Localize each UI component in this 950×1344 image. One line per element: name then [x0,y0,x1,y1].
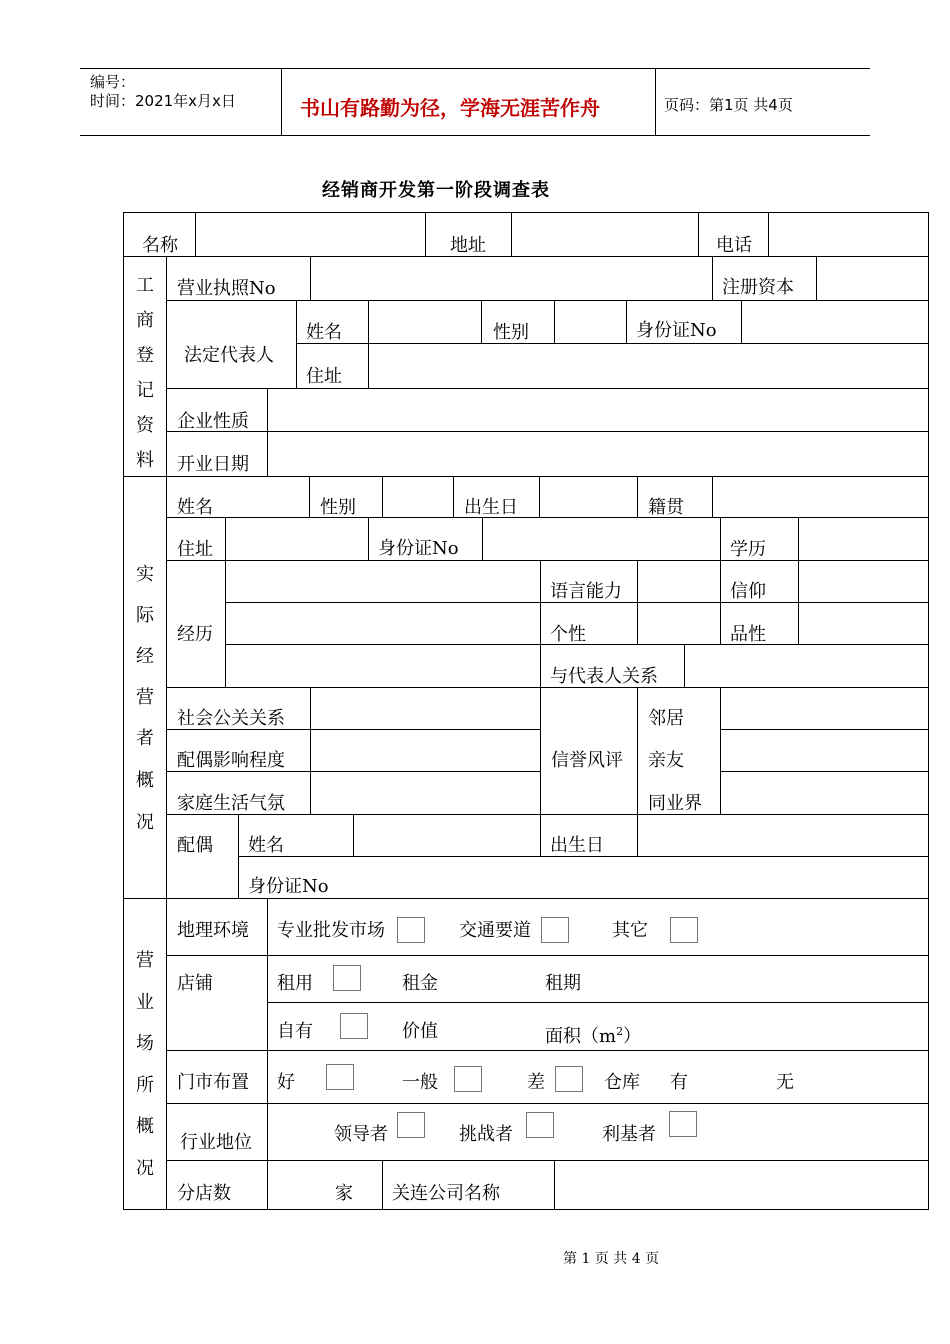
branches-label: 分店数 [177,1183,231,1204]
legal-rep-label: 法定代表人 [184,345,274,366]
traffic-label: 交通要道 [459,920,531,941]
poor-checkbox[interactable] [555,1066,583,1092]
rep-address-label: 住址 [306,366,342,387]
none-label: 无 [776,1072,794,1093]
section-char: 况 [136,1158,154,1179]
op-spouse-label: 配偶 [177,835,213,856]
normal-checkbox[interactable] [454,1066,482,1092]
market-label: 专业批发市场 [277,920,385,941]
op-address-label: 住址 [177,539,213,560]
open-date-label: 开业日期 [177,454,249,475]
niche-checkbox[interactable] [669,1111,697,1137]
address-label: 地址 [450,235,486,256]
section-char: 业 [136,992,154,1013]
page-title: 经销商开发第一阶段调查表 [322,180,550,201]
op-family-label: 家庭生活气氛 [177,793,285,814]
nature-label: 企业性质 [177,411,249,432]
time-label: 时间：2021年x月x日 [90,92,236,110]
op-social-label: 社会公关关系 [177,708,285,729]
niche-label: 利基者 [602,1124,656,1145]
section-char: 料 [136,450,154,471]
rep-gender-label: 性别 [493,322,529,343]
section-char: 场 [136,1033,154,1054]
section-char: 实 [136,564,154,585]
value-label: 价值 [402,1021,438,1042]
layout-label: 门市布置 [177,1072,249,1093]
other-checkbox[interactable] [670,917,698,943]
op-belief-label: 信仰 [730,581,766,602]
section-char: 营 [136,950,154,971]
rent-checkbox[interactable] [333,965,361,991]
op-neighbor-label: 邻居 [648,708,684,729]
section-char: 经 [136,646,154,667]
op-relation-label: 与代表人关系 [550,666,658,687]
own-checkbox[interactable] [340,1013,368,1039]
section-char: 工 [136,275,154,296]
section-char: 况 [136,812,154,833]
geo-label: 地理环境 [177,920,249,941]
name-label: 名称 [142,235,178,256]
op-language-label: 语言能力 [550,581,622,602]
area-label: 面积$(m^2)$ [545,1025,642,1047]
section-char: 记 [136,380,154,401]
capital-label: 注册资本 [722,277,794,298]
op-personality-label: 个性 [550,624,586,645]
op-birth-label: 出生日 [464,497,518,518]
op-character-label: 品性 [730,624,766,645]
op-gender-label: 性别 [320,497,356,518]
page-footer: 第 1 页 共 4 页 [563,1251,660,1267]
store-label: 店铺 [177,973,213,994]
warehouse-label: 仓库 [604,1072,640,1093]
own-label: 自有 [277,1021,313,1042]
leader-checkbox[interactable] [397,1112,425,1138]
op-education-label: 学历 [730,539,766,560]
industry-label: 行业地位 [180,1132,252,1153]
good-checkbox[interactable] [326,1064,354,1090]
op-origin-label: 籍贯 [648,497,684,518]
jia-label: 家 [335,1183,353,1204]
challenger-label: 挑战者 [459,1124,513,1145]
section-char: 者 [136,728,154,749]
section-char: 资 [136,415,154,436]
section-char: 际 [136,605,154,626]
op-spouse-name-label: 姓名 [248,835,284,856]
market-checkbox[interactable] [397,917,425,943]
section-char: 登 [136,345,154,366]
op-name-label: 姓名 [177,497,213,518]
op-spouse-influence-label: 配偶影响程度 [177,750,285,771]
section-char: 商 [136,310,154,331]
op-credit-label: 信誉风评 [551,750,623,771]
motto: 书山有路勤为径，学海无涯苦作舟 [300,96,600,120]
rep-id-label: 身份证No [636,320,717,341]
affiliate-label: 关连公司名称 [392,1183,500,1204]
op-spouse-id-label: 身份证No [248,876,329,897]
rep-name-label: 姓名 [306,322,342,343]
challenger-checkbox[interactable] [526,1112,554,1138]
normal-label: 一般 [402,1072,438,1093]
op-spouse-birth-label: 出生日 [550,835,604,856]
poor-label: 差 [527,1072,545,1093]
good-label: 好 [277,1072,295,1093]
op-experience-label: 经历 [177,624,213,645]
leader-label: 领导者 [334,1124,388,1145]
page-info: 页码：第1页 共4页 [664,96,793,114]
op-id-label: 身份证No [378,538,459,559]
op-relatives-label: 亲友 [648,750,684,771]
section-char: 营 [136,687,154,708]
license-label: 营业执照No [177,278,276,299]
section-char: 概 [136,1116,154,1137]
rent-label: 租用 [277,973,313,994]
number-label: 编号： [90,73,136,91]
op-peers-label: 同业界 [648,793,702,814]
rent-term-label: 租期 [545,973,581,994]
traffic-checkbox[interactable] [541,917,569,943]
has-label: 有 [670,1072,688,1093]
other-label: 其它 [612,920,648,941]
rent-fee-label: 租金 [402,973,438,994]
section-char: 所 [136,1075,154,1096]
phone-label: 电话 [716,235,752,256]
section-char: 概 [136,770,154,791]
